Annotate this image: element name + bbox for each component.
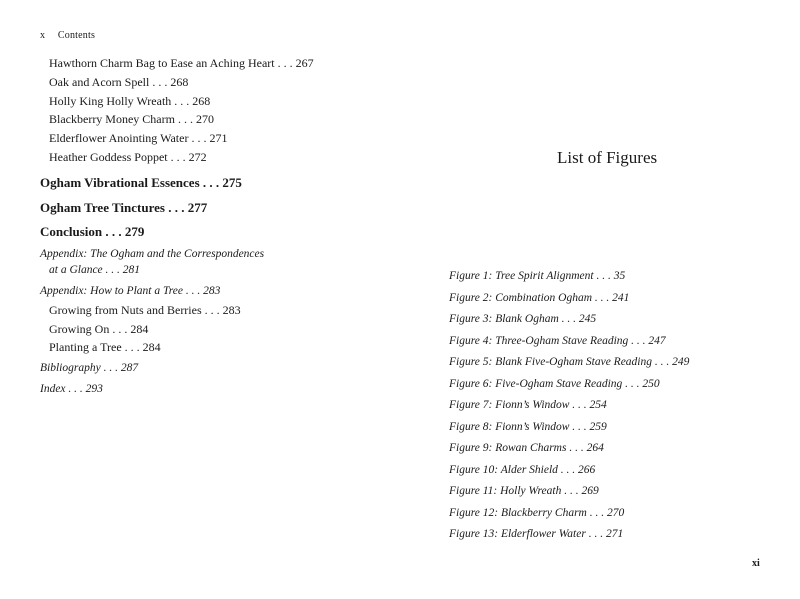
list-of-figures-page-right — [400, 0, 800, 599]
toc-chapter: Conclusion . . . 279 — [40, 224, 145, 239]
toc-entry: Oak and Acorn Spell . . . 268 — [49, 75, 189, 89]
toc-entry: Blackberry Money Charm . . . 270 — [49, 112, 214, 126]
toc-chapter: Ogham Tree Tinctures . . . 277 — [40, 200, 208, 215]
toc-chapter: Ogham Vibrational Essences . . . 275 — [40, 175, 242, 190]
figure-entry: Figure 12: Blackberry Charm . . . 270 — [449, 507, 625, 519]
toc-bibliography: Bibliography . . . 287 — [40, 362, 139, 374]
figure-entry: Figure 2: Combination Ogham . . . 241 — [449, 292, 630, 304]
figure-entry: Figure 7: Fionn’s Window . . . 254 — [449, 399, 607, 411]
toc-appendix-continued: at a Glance . . . 281 — [49, 264, 141, 276]
page-title: List of Figures — [557, 148, 658, 167]
toc-entry: Growing from Nuts and Berries . . . 283 — [49, 303, 241, 317]
page-number-right: xi — [752, 558, 760, 569]
figure-entry: Figure 1: Tree Spirit Alignment . . . 35 — [449, 270, 626, 282]
figure-entry: Figure 8: Fionn’s Window . . . 259 — [449, 421, 607, 433]
toc-entry: Growing On . . . 284 — [49, 322, 149, 336]
running-head-title: Contents — [57, 30, 96, 41]
toc-entry: Heather Goddess Poppet . . . 272 — [49, 150, 207, 164]
toc-appendix: Appendix: The Ogham and the Correspondences — [40, 248, 265, 260]
figure-entry: Figure 4: Three-Ogham Stave Reading . . . 247 — [449, 335, 666, 347]
toc-appendix: Appendix: How to Plant a Tree . . . 283 — [40, 285, 221, 297]
toc-entry: Holly King Holly Wreath . . . 268 — [49, 94, 211, 108]
running-head — [40, 30, 95, 41]
page-number-left: x — [40, 30, 46, 41]
figure-entry: Figure 13: Elderflower Water . . . 271 — [449, 528, 624, 540]
toc-entry: Planting a Tree . . . 284 — [49, 340, 161, 354]
figure-entry: Figure 10: Alder Shield . . . 266 — [449, 464, 596, 476]
figure-entry: Figure 5: Blank Five-Ogham Stave Reading . . . 249 — [449, 356, 690, 368]
toc-entry: Hawthorn Charm Bag to Ease an Aching Heart . . . 267 — [49, 56, 314, 70]
figure-entry: Figure 3: Blank Ogham . . . 245 — [449, 313, 597, 325]
figure-entry: Figure 6: Five-Ogham Stave Reading . . . 250 — [449, 378, 660, 390]
toc-index: Index . . . 293 — [40, 383, 103, 395]
figure-entry: Figure 9: Rowan Charms . . . 264 — [449, 442, 604, 454]
figure-entry: Figure 11: Holly Wreath . . . 269 — [449, 485, 599, 497]
toc-entry: Elderflower Anointing Water . . . 271 — [49, 131, 228, 145]
